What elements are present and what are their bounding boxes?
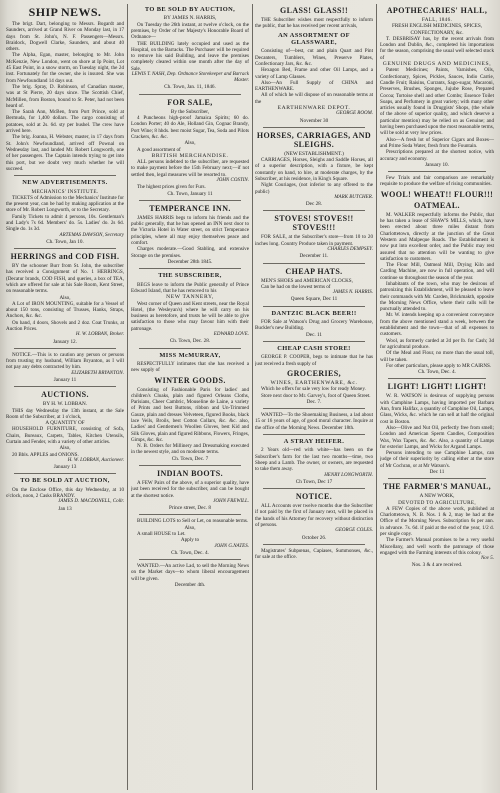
ad-subline: Prince street, Dec. 8 bbox=[169, 505, 211, 512]
ad-paragraph: W. R. WATSON is desirous of supplying persons with Camphine Lamps, having imported per Barbara Ann, from Halifax, a quantity of Camphine Oil, Lamps, Glass, Wicks, &c. which he can sell at half the original cost in Boston. bbox=[380, 393, 494, 425]
column-rule bbox=[127, 4, 128, 790]
ad-subline: A QUANTITY OF bbox=[45, 420, 85, 427]
ad-paragraph: The brigt. Dart, belonging to Messrs. Bogardt and Saunders, arrived at Grand River on Monday last, in 17 days from St. John's, N. F. Passengers—Messrs. Braidock, Dogwell Clarke, Saunders, and about 40 others. bbox=[6, 21, 124, 53]
ad-paragraph: FOR SALE, at the Subscriber's store—from 10 to 20 inches long. Country Produce taken in payment. bbox=[255, 234, 373, 247]
ad-paragraph: On hand, 4 doors, Shovels and 2 doz. Coat Trunks, at Auction Prices. bbox=[6, 319, 124, 333]
ad-paragraph: Charges moderate.—Good Stabling, and extensive Storage on the premises. bbox=[131, 246, 249, 259]
ad-signature: ELIZABETH BRYANTON. bbox=[71, 370, 124, 376]
ad-paragraph: BEGS leave to inform the Public generally of Prince Edward Island, that he has removed to his bbox=[131, 281, 249, 294]
ad-paragraph: On Tuesday the 26th instant, at twelve o'clock, on the premises, by Order of her Majesty's Honorable Board of Ordnance— bbox=[131, 21, 249, 41]
column-rule bbox=[376, 4, 377, 790]
ad-heading: LIGHT! LIGHT! LIGHT! bbox=[387, 382, 487, 392]
ad-subline: Dec 28. bbox=[305, 201, 323, 208]
ad-subline: MECHANICS' INSTITUTE. bbox=[31, 188, 99, 195]
ad-heading: AUCTIONS. bbox=[41, 390, 89, 400]
ad-paragraph: M. WALKER respectfully informs the Public, that he has taken a lease of SHAW'S MILLS, which, have been erected about three miles distant from Charlottetown, directly at the junction of the Great Western and Malpeque Roads. The Establishment is now put into excellent order, and the Public may rest assured that no attention will be wanting to give satisfaction to customers. bbox=[380, 211, 494, 262]
ad-caps-line: NEW TANNERY, bbox=[166, 294, 214, 301]
ad-heading: HORSES, CARRIAGES, AND SLEIGHS. bbox=[256, 130, 372, 149]
ad-divider bbox=[388, 478, 486, 479]
ad-paragraph: Consisting of Fashionable Paris for ladies' and children's Cloaks, plain and figured Orleans Cloths, Parisians, Cheer Cambric, Mouseline de Laine, a variety of Prints and best Buttons, ribbon and Un-Trimmed Gauze, plain and dresses Velveteen, figured Books, black lace Veils, Broils, best Cotton Collars, &c. &c. also, Ladies' and Gentlemen's Woollen Gloves, best Kid and Silk Gloves, plain and figured Ribbons, Flowers, Fringes, Gimps, &c. &c. bbox=[131, 386, 249, 443]
ad-paragraph: GEORGE P. COOPER, begs to intimate that he has just received a fresh supply of bbox=[255, 354, 373, 367]
ad-subline: Queen Square, Dec 11 bbox=[290, 296, 338, 303]
ad-subline: Ch. Town, Jan 10. bbox=[46, 238, 84, 245]
ad-signature: JOHN FREWILL. bbox=[213, 498, 249, 504]
ad-divider bbox=[263, 306, 365, 307]
ad-heading: TEMPERANCE INN. bbox=[149, 203, 231, 213]
ad-divider bbox=[139, 559, 241, 560]
ad-signature: JAMES N. HARRIS. bbox=[332, 290, 373, 296]
ad-subline: Nos. 3 & 4 are received. bbox=[411, 562, 463, 569]
ad-paragraph: BY the schooner Burr from St. John, the subscriber has received a Consignment of No. 1 HERRINGS, (Decatur brands, COD FISH, and queries, a box of TEA, which are offered for sale at his Sale Room, Kent Street, on reasonable terms. bbox=[6, 263, 124, 295]
ad-divider bbox=[263, 544, 365, 545]
ad-paragraph: The brig. Joanna, H. Webster, master, in 17 days from St. John's Newfoundland, arrived off Pownal on Wednesday last, and landed Mr. Robert Longworth, one of her passengers. The Captain intends trying to get into this port, but we doubt very much whether he will succeed. bbox=[6, 134, 124, 172]
ad-heading: AN ASSORTMENT OF GLASSWARE, bbox=[278, 31, 350, 46]
ad-paragraph: The highest prices given for Furs. bbox=[137, 184, 206, 191]
ad-paragraph: ALL Accounts over twelve months due the Subscriber if not paid by the first of January next, will be placed in the hands of his Attorney for recovery without distinction of persons. bbox=[255, 503, 373, 528]
ad-paragraph: Store next door to Mr. Garvey's, foot of Queen Street. bbox=[261, 392, 371, 399]
ad-subline: January 13 bbox=[53, 464, 77, 471]
ad-subline: Ch. Town, Dec. 4. bbox=[171, 549, 209, 556]
ad-divider bbox=[14, 348, 116, 349]
ad-signature: Nov 5. bbox=[480, 556, 494, 562]
ad-caps-line: WINES, EARTHENWARE, &c. bbox=[270, 379, 358, 386]
ad-paragraph: Consisting of—best, cut and plain Quart and Pint Decanters, Tumblers, Wines, Preserve Plates, Confectionary Jars, &c. &c. bbox=[255, 48, 373, 67]
ad-signature: GEORGE COLES. bbox=[335, 528, 373, 534]
ad-subline: Ch. Town, January 11 bbox=[167, 190, 213, 197]
ad-divider bbox=[139, 94, 241, 95]
ad-heading: OATMEAL. bbox=[414, 200, 460, 210]
ad-paragraph: THE Subscriber wishes most respectfully to inform the public, that he has received per recent arrivals, bbox=[255, 17, 373, 30]
ad-paragraph: For other particulars, please apply to MR CAIRNS. bbox=[386, 362, 492, 369]
ad-subline: Ch. Town, Dec. 4. bbox=[418, 369, 456, 376]
ad-paragraph: THIS day Wednesday the 13th instant, at the Sale Room of the Subscriber, at 1 o'clock, bbox=[6, 407, 124, 420]
ad-subline: Also, bbox=[184, 140, 196, 147]
ad-heading: NOTICE. bbox=[295, 492, 333, 502]
ad-heading: INDIAN BOOTS. bbox=[156, 469, 224, 479]
ad-heading: TO BE SOLD AT AUCTION, bbox=[20, 477, 110, 485]
ad-paragraph: TICKETS of Admission to the Mechanics' Institute for the present year, can be had by making application at the store of Mr. Robert Longworth, or to the Secretary. bbox=[6, 194, 124, 214]
ad-heading: APOTHECARIES' HALL, bbox=[386, 6, 488, 15]
ad-paragraph: A small HOUSE to Let. bbox=[137, 531, 186, 538]
ad-paragraph: 20 Bbls. APPLES and ONIONS. bbox=[12, 451, 79, 458]
ad-paragraph: Which he offers for sale very low for ready Money. bbox=[261, 386, 366, 393]
ad-subline: December 4th. bbox=[174, 582, 206, 589]
ad-subline: By the Subscriber, bbox=[170, 108, 210, 115]
ad-divider bbox=[263, 408, 365, 409]
ad-subline: Also, bbox=[59, 445, 71, 452]
ad-divider bbox=[139, 514, 241, 515]
ad-heading: HERRINGS and COD FISH. bbox=[10, 252, 120, 262]
ad-subline: Apply to bbox=[180, 537, 200, 544]
ad-divider bbox=[263, 263, 365, 264]
ad-signature: EDWARD LOVE. bbox=[213, 332, 249, 337]
ad-paragraph: ALL persons indebted to the subscriber, are requested to make payment before the 15th February next;—if not settled then, legal measures will be resorted to. bbox=[131, 159, 249, 178]
ad-subline: December 28th 1845. bbox=[167, 258, 213, 265]
ad-paragraph: Also—An Full Supply of CHINA and EARTHENWARE. bbox=[255, 79, 373, 93]
ad-paragraph: BUILDING LOTS to Sell or Let, on reasonable terms. bbox=[137, 518, 249, 525]
ad-heading: FOR SALE, bbox=[167, 97, 213, 107]
ad-paragraph: The brig. Spray, D. Robinson, of Canadian master, was at St Pierre, 20 days since. The Scottish Chief, McMillen, from Boston, bound to St. Peter, had not been heard of. bbox=[6, 83, 124, 109]
ad-subline: Dec 11 bbox=[429, 469, 445, 475]
ad-divider bbox=[263, 488, 365, 489]
ad-paragraph: WANTED.—An active Lad, to sell the Morning News on the Market days—to whom liberal encouragement will be given. bbox=[131, 563, 249, 582]
column-2 bbox=[131, 4, 249, 790]
ad-heading: WOOL! WHEAT!! FLOUR!!! bbox=[380, 189, 494, 199]
ad-divider bbox=[388, 378, 486, 379]
ad-divider bbox=[263, 434, 365, 435]
ad-divider bbox=[14, 175, 116, 176]
ad-paragraph: Also—A fresh lot of Superior Cigars and Boxes—and Prime Soda Water, fresh from the Fountain. bbox=[380, 136, 494, 149]
ad-paragraph: West corner of Queen and Kent streets, near the Royal Hotel, (the Wesleyan's) where he will carry on his business as heretofore, and trusts he will be able to give satisfaction to those who may favour him with their patronage. bbox=[131, 300, 249, 332]
ad-heading: CHEAP HATS. bbox=[285, 266, 343, 276]
ad-paragraph: Mr. W. intends keeping up a convenient conveyance from the above mentioned stand a week, between the establishment and the town—that of all expenses to customers. bbox=[380, 312, 494, 338]
ad-heading: GROCERIES, bbox=[286, 368, 341, 378]
ad-divider bbox=[139, 268, 241, 269]
ad-heading: THE FARMER'S MANUAL, bbox=[382, 482, 492, 492]
ad-paragraph: Persons intending to use Camphine Lamps, can judge of their superiority by calling either at the store of Mr Cochran, or at Mr Watson's. bbox=[380, 450, 494, 469]
ad-subline: Ch. Town, Jan. 11, 1846. bbox=[164, 84, 216, 91]
ad-paragraph: Of the Meal and Flour, no more than the usual toll, will be taken. bbox=[380, 350, 494, 363]
ad-paragraph: Hexagon Bed, Frame and other Oil Lamps, and a variety of Lamp Glasses. bbox=[255, 67, 373, 80]
ad-paragraph: T. DESBRISAY has, by the recent arrivals from London and Dublin, &c., completed his importations for the season, comprising the usual well selected stock of bbox=[380, 35, 494, 61]
ad-signature: GEORGE ROOM. bbox=[336, 111, 373, 117]
ad-subline: Jan 13 bbox=[58, 505, 72, 512]
ad-signature: H. W. LOBBAN, Auctioneer. bbox=[67, 457, 124, 463]
ad-paragraph: Can be had on the lowest terms of bbox=[261, 283, 331, 290]
ad-paragraph: The Farmer's Manual promises to be a very useful Miscellany, and well worth the patronage of those engaged with the Farming interests of this colony. bbox=[380, 537, 494, 556]
ad-divider bbox=[139, 200, 241, 201]
ad-subline: January 10. bbox=[425, 161, 449, 168]
ad-subline: November 30 bbox=[299, 117, 329, 124]
ad-signature: ARTEMAS DAWSON, Secretary bbox=[59, 232, 124, 238]
ad-heading: TO BE SOLD BY AUCTION, bbox=[144, 6, 236, 13]
column-3 bbox=[255, 4, 373, 790]
column-1 bbox=[6, 4, 124, 790]
ad-paragraph: Wool, as formerly carded at 2d per lb. for Cash; 3d for agricultural produce. bbox=[380, 337, 494, 350]
column-rule bbox=[252, 4, 253, 790]
ad-paragraph: Family Tickets to admit 4 persons, 10s. Gentleman's and Lady's 7s 6d. Members' do. 5s. Ladies' do. 2s 6d. Single do. 1s 3d. bbox=[6, 213, 124, 233]
ad-divider bbox=[263, 341, 365, 342]
ad-paragraph: Magistrates' Subpœnas, Capiases, Summonses, &c., for sale at the office. bbox=[255, 547, 373, 561]
ad-paragraph: Inhabitants of the town, who may be desirous of patronizing this Establishment, will be pleased to leave their commands with Mr. Carden, Brickmakth, opposite the Morning News Office, where their calls will be punctually attended to. bbox=[380, 280, 494, 313]
ad-heading: SHIP NEWS. bbox=[28, 5, 102, 19]
ad-subline: December 11. bbox=[299, 253, 329, 260]
ad-divider bbox=[14, 248, 116, 249]
ad-paragraph: THE BUILDING lately occupied and used as the Hospital, on the Barracks. The Purchaser will be required to remove his said Building, and leave the premises completely cleared within one month after the day of Sale. bbox=[131, 40, 249, 72]
ad-subline: Ch. Town, Dec. 7 bbox=[171, 455, 209, 462]
ad-signature: JOHN G.NATES. bbox=[214, 543, 249, 549]
ad-divider bbox=[139, 348, 241, 349]
ad-subline: Also, bbox=[59, 294, 71, 301]
ad-paragraph: HOUSEHOLD FURNITURE, consisting of Sofa, Chairs, Bureaux, Carpets, Tables, Kitchen Utensils, Curtain and Fender, with a variety of other articles. bbox=[6, 426, 124, 446]
ad-subline: Dec. 11 bbox=[306, 331, 322, 338]
ad-paragraph: A Lot of IRON MOUNTING, suitable for a Vessel of about 150 tons, consisting of Trusses, Hanks, Straps, Anchors, &c. &c. bbox=[6, 300, 124, 320]
ad-caps-line: EARTHENWARE DEPOT. bbox=[277, 105, 351, 112]
ad-paragraph: N. B. Orders for Millinery and Dressmaking executed in the newest style, and on moderate terms. bbox=[131, 443, 249, 456]
ad-subline: Also, bbox=[184, 524, 196, 531]
ad-heading: DANTZIC BLACK BEER!! bbox=[271, 309, 357, 317]
ad-heading: WINTER GOODS. bbox=[154, 375, 226, 385]
ad-divider bbox=[14, 386, 116, 387]
ad-heading: NEW ADVERTISEMENTS. bbox=[22, 179, 108, 187]
ad-signature: HENRY LONGWORTH. bbox=[324, 472, 373, 478]
ad-divider bbox=[14, 473, 116, 474]
ad-paragraph: A FEW Pairs of the above, of a superior quality, have just been received for the subscriber, and can be bought at the shortest notice. bbox=[131, 480, 249, 499]
ad-paragraph: On the Enclose Office, this day Wednesday, at 10 o'clock, noon, 2 Casks BRANDY. bbox=[6, 486, 124, 500]
ad-subline: FRESH ENGLISH MEDICINES, SPICES, CONFECTIONARY, &c. bbox=[391, 23, 483, 36]
ad-paragraph: The Alpha, Egan, master, belonging to Mr. John McKenzie, New London, went on shore at Ip Point, Lot 45 East Point, in a snow storm, on Tuesday night, the 2d inst. Fortunately for the owner, she is insured. She was from Newfoundland 14 days out. bbox=[6, 52, 124, 84]
ad-paragraph: The Flour Mill, Oatmeal Mill, Drying Kiln and Carding Machine, are now in full operation, and will continue so throughout the season of the year. bbox=[380, 262, 494, 281]
ad-subline: January 12. bbox=[53, 338, 77, 345]
ad-signature: CHARLES DEMPSEY. bbox=[327, 247, 373, 253]
ad-subline: DEVOTED TO AGRICULTURE, bbox=[398, 499, 476, 506]
ad-signature: MARK BUTCHER. bbox=[334, 194, 373, 200]
ad-subline: Dec. 7. bbox=[306, 398, 322, 405]
ad-paragraph: A good assortment of bbox=[137, 146, 181, 153]
ad-divider bbox=[139, 465, 241, 466]
ad-subline: (NEW ESTABLISHMENT.) bbox=[284, 150, 344, 157]
ad-subline: BY H. W. LOBBAN. bbox=[42, 401, 88, 408]
ad-paragraph: All of which he will dispose of on reasonable terms at the bbox=[255, 92, 373, 105]
ad-paragraph: Also—Olive and Nut Oil, perfectly free from smell; London and American Sperm Candles, Composition Wax, Wax Tapers, &c. &c. Also, a quantity of Lamps for exterior Lamps, and Wicks for Argand Lamps. bbox=[380, 424, 494, 450]
ad-paragraph: 2 Years old—red with white—has been on the Subscriber's farm for the last two months—time, two Sheep and a Lamb. The owner, or owners, are requested to take them away. bbox=[255, 447, 373, 473]
ad-heading: GLASS! GLASS!! bbox=[279, 6, 349, 15]
ad-signature: H. W. LOBBAN, Broker. bbox=[75, 332, 124, 338]
ad-paragraph: Prescriptions prepared at the shortest notice, with accuracy and economy. bbox=[380, 149, 494, 162]
ad-paragraph: CARRIAGES, Horses, Sleighs and Saddle Horses, all of a superior description, with a fixture, be kept constantly on hand, to hire, at moderate charges, by the Subscriber, at his residence, in King's Square. bbox=[255, 157, 373, 183]
ad-paragraph: WANTED—To the Shoemaking Business, a lad about 15 or 16 years of age, of good moral character. Inquire at the office of the Morning News. December 18th. bbox=[255, 412, 373, 431]
ad-heading: MISS McMURRAY, bbox=[159, 351, 221, 359]
ad-subline: Ch Town, Dec 17 bbox=[295, 478, 333, 485]
ad-paragraph: RESPECTFULLY intimates that she has received a new supply of bbox=[131, 360, 249, 374]
ad-signature: JAMES D. MACDONELL, Collr. bbox=[58, 499, 124, 505]
ad-signature: JOHN COSTIN. bbox=[216, 178, 249, 184]
ad-paragraph: 4 Puncheons high-proof Jamaica Spirits; 60 do. London Porter; 40 do Ale, Holland Gin, Cognac Brandy, Port Wine; 8 hhds. best moist Sugar, Tea, Soda and Pilots Crackers, &c. &c. bbox=[131, 115, 249, 140]
ad-paragraph: MEN'S SHOES and AMERICAN CLOCKS, bbox=[261, 277, 353, 284]
ad-subline: January 11 bbox=[53, 376, 77, 383]
ad-heading: A STRAY HEIFER. bbox=[283, 438, 345, 446]
ad-paragraph: FOR Sale at Watson's Drug and Grocery Warehouse, Buckler's new Building. bbox=[255, 319, 373, 332]
ad-paragraph: The Sarah Ann, McBen, from Port Prince, sold at Bermuda, for 1,400 dollars. The cargo consisting of potatoes, sold at 2s. 6d. sty per bushel. The crew have arrived here. bbox=[6, 109, 124, 135]
ad-divider bbox=[263, 127, 365, 128]
ad-paragraph: A FEW Copies of the above work, published at Charlottetown, N. B. Nos. 1 & 2, may be had at the Office of the Morning News. Subscription 6s per ann. in advance. 7s. 6d. if paid at the end of the year, 1/2 d. per single copy. bbox=[380, 505, 494, 538]
ad-subline: Ch. Town, Dec. 28. bbox=[169, 338, 211, 345]
ad-caps-line: BRITISH MERCHANDISE. bbox=[151, 152, 229, 159]
ad-caps-line: GENUINE DRUGS AND MEDICINES, bbox=[382, 61, 492, 68]
ad-subline: October 26. bbox=[301, 534, 327, 541]
ad-heading: CHEAP CASH STORE! bbox=[277, 344, 351, 352]
ad-subline: BY JAMES N. HARRIS, bbox=[163, 15, 217, 22]
ad-paragraph: NOTICE.—This is to caution any person or persons from trusting my husband, William Bryanton, as I will not pay any debts contracted by him. bbox=[6, 351, 124, 371]
ad-signature: LEWIS T. NASH, Dep. Ordnance Storekeeper and Barrack Master. bbox=[131, 72, 249, 84]
ad-heading: THE SUBSCRIBER, bbox=[158, 272, 222, 280]
ad-divider bbox=[263, 210, 365, 211]
ad-divider bbox=[388, 171, 486, 172]
ad-subline: FALL, 1846. bbox=[421, 17, 453, 23]
ad-paragraph: Night Couriages, (not inferior to any offered to the public) bbox=[255, 182, 373, 195]
ad-paragraph: Few Trials and fair comparison are remarkably requisite to produce the welfare of rising communities. bbox=[380, 175, 494, 188]
ad-subline: A NEW WORK, bbox=[419, 493, 455, 500]
column-4 bbox=[380, 4, 494, 790]
ad-paragraph: JAMES HARRIS begs to inform his friends and the public generally, that he has opened an INN next door to the Victoria Hotel in Water street, on strict Temperance principles, where all may enjoy themselves peace and comfort. bbox=[131, 214, 249, 247]
ad-paragraph: Patent Medicines; Paints, Varnishes, Oils, Confectionary, Spices, Pickles, Sauces, Indio Carrie, Candle Fruit; Raisins, Currants, Sago-sugar, Macaroni, Preserves, Brushes, Sponges, Jujube Rose, Prepared Cocoa; Tortoise shell and other Combs; Essence Toilet Soaps, and Perfumery in great variety; with many other articles usually found in Druggists' Shops, (the whole of the above of superior quality, and which deserve a particular mention) may be relied on as Genuine; and having been purchased upon the most reasonable terms, will be sold at very low prices. bbox=[380, 67, 494, 137]
ad-heading: STOVES! STOVES!! STOVES!!! bbox=[274, 214, 354, 233]
